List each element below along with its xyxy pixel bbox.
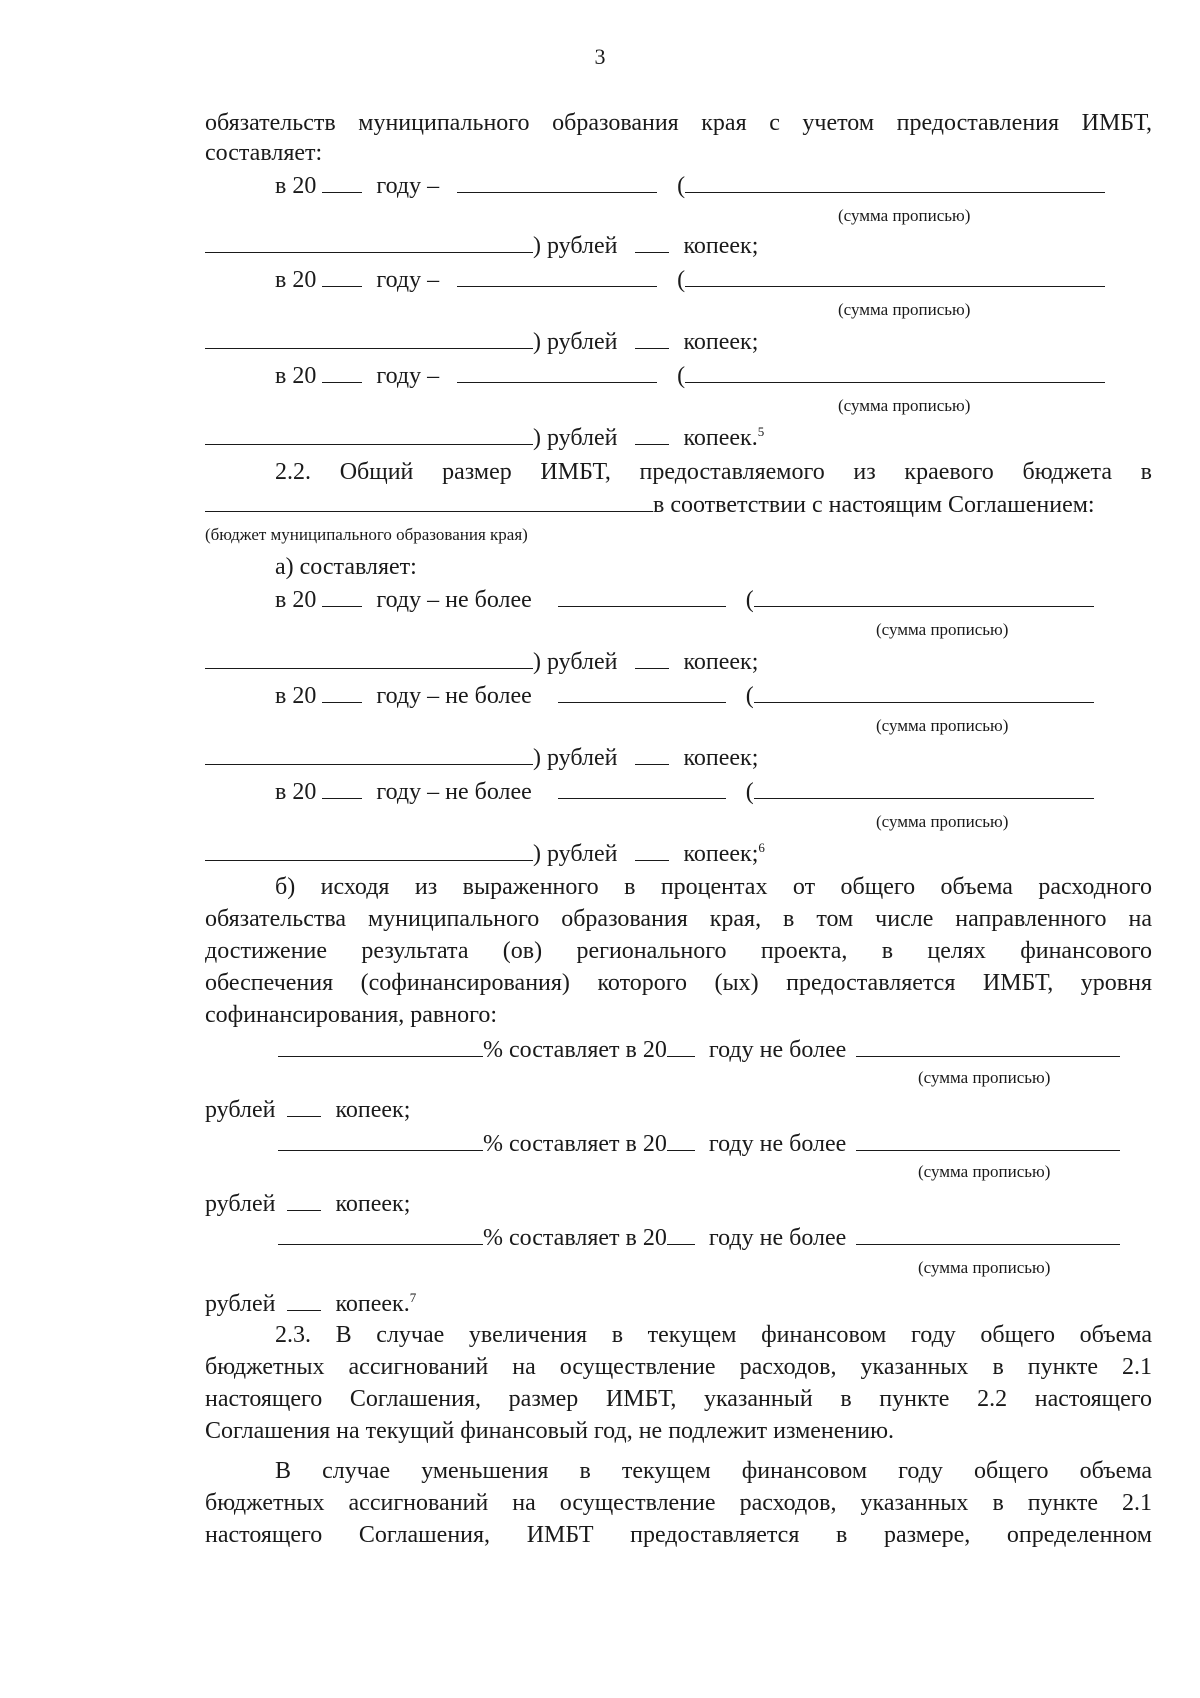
rubles-line — [205, 230, 758, 261]
percent-line — [278, 1222, 1120, 1253]
amount-blank — [558, 680, 726, 703]
year-limit-text: году не более — [708, 1131, 847, 1157]
rubles-word: ) рублей — [533, 745, 618, 771]
subitem-b-line: софинансирования, равного: — [205, 1002, 498, 1028]
open-paren: ( — [745, 683, 754, 709]
rubles-blank — [205, 742, 533, 765]
year-blank — [322, 264, 362, 287]
kopeks-word: копеек. — [335, 1291, 410, 1317]
subitem-b-line: б) исходя из выраженного в процентах от общего объема расходного — [275, 874, 1152, 900]
rubles-word: ) рублей — [533, 329, 618, 355]
year-blank — [667, 1128, 695, 1151]
subitem-b-line: обязательства муниципального образования края, в том числе направленного на — [205, 906, 1152, 932]
rubles-line — [205, 742, 758, 773]
amount-words-blank — [685, 170, 1105, 193]
year-line — [275, 264, 1105, 295]
year-blank — [322, 776, 362, 799]
amount-words-blank — [856, 1034, 1120, 1057]
kopeks-blank — [635, 646, 669, 669]
paragraph-2-2-line: в соответствии с настоящим Соглашением: — [653, 492, 1095, 518]
sum-in-words-caption: (сумма прописью) — [918, 1162, 1051, 1181]
budget-line — [205, 489, 1095, 520]
rubles-word: рублей — [205, 1097, 276, 1123]
percent-blank — [278, 1128, 483, 1151]
subitem-b-line: достижение результата (ов) регионального проекта, в целях финансового — [205, 938, 1152, 964]
kopeks-word: копеек; — [683, 745, 759, 771]
year-line — [275, 360, 1105, 391]
percent-text: % составляет в 20 — [483, 1131, 667, 1157]
paragraph-2-3-line: Соглашения на текущий финансовый год, не подлежит изменению. — [205, 1418, 895, 1444]
rubles-word: ) рублей — [533, 233, 618, 259]
amount-words-blank — [754, 776, 1094, 799]
year-word: году – — [376, 267, 440, 293]
kopeks-word: копеек; — [683, 233, 759, 259]
sum-in-words-caption: (сумма прописью) — [876, 620, 1009, 639]
budget-blank — [205, 489, 653, 512]
sum-in-words-caption: (сумма прописью) — [918, 1258, 1051, 1277]
year-blank — [322, 584, 362, 607]
amount-blank — [558, 584, 726, 607]
rubles-line — [205, 1188, 410, 1219]
footnote-marker: 6 — [758, 840, 765, 855]
amount-words-blank — [685, 264, 1105, 287]
amount-blank — [558, 776, 726, 799]
open-paren: ( — [677, 363, 686, 389]
rubles-word: ) рублей — [533, 649, 618, 675]
percent-text: % составляет в 20 — [483, 1037, 667, 1063]
kopeks-word: копеек; — [335, 1097, 411, 1123]
paragraph-2-1-line: обязательств муниципального образования края с учетом предоставления ИМБТ, — [205, 110, 1152, 136]
amount-words-blank — [754, 584, 1094, 607]
kopeks-blank — [635, 742, 669, 765]
kopeks-blank — [635, 326, 669, 349]
rubles-blank — [205, 230, 533, 253]
rubles-line — [205, 326, 758, 357]
amount-words-blank — [856, 1128, 1120, 1151]
amount-words-blank — [754, 680, 1094, 703]
amount-words-blank — [856, 1222, 1120, 1245]
amount-blank — [457, 170, 657, 193]
paragraph-2-2-line: 2.2. Общий размер ИМБТ, предоставляемого из краевого бюджета в — [275, 459, 1152, 485]
year-word: году – — [376, 363, 440, 389]
open-paren: ( — [745, 587, 754, 613]
footnote-marker: 7 — [409, 1290, 417, 1305]
year-word: году – не более — [376, 779, 532, 805]
year-blank — [322, 360, 362, 383]
amount-blank — [457, 264, 657, 287]
year-line — [275, 584, 1094, 615]
paragraph-2-3-line: настоящего Соглашения, размер ИМБТ, указанный в пункте 2.2 настоящего — [205, 1386, 1152, 1412]
year-line — [275, 680, 1094, 711]
year-blank — [667, 1222, 695, 1245]
kopeks-word: копеек; — [335, 1191, 411, 1217]
sum-in-words-caption: (сумма прописью) — [838, 300, 971, 319]
rubles-line — [205, 422, 764, 453]
percent-blank — [278, 1034, 483, 1057]
year-blank — [667, 1034, 695, 1057]
footnote-marker: 5 — [757, 424, 765, 439]
year-prefix: в 20 — [275, 267, 317, 293]
year-word: году – — [376, 173, 440, 199]
rubles-line — [205, 646, 758, 677]
kopeks-blank — [287, 1288, 321, 1311]
kopeks-blank — [635, 230, 669, 253]
year-line — [275, 170, 1105, 201]
rubles-word: ) рублей — [533, 425, 618, 451]
open-paren: ( — [677, 267, 686, 293]
year-prefix: в 20 — [275, 587, 317, 613]
year-line — [275, 776, 1094, 807]
paragraph-2-3-line: В случае уменьшения в текущем финансовом году общего объема — [275, 1458, 1152, 1484]
year-prefix: в 20 — [275, 779, 317, 805]
rubles-blank — [205, 422, 533, 445]
year-limit-text: году не более — [708, 1037, 847, 1063]
percent-line — [278, 1128, 1120, 1159]
sum-in-words-caption: (сумма прописью) — [838, 396, 971, 415]
subitem-b-line: обеспечения (софинансирования) которого (ых) предоставляется ИМБТ, уровня — [205, 970, 1152, 996]
kopeks-blank — [635, 838, 669, 861]
kopeks-blank — [287, 1094, 321, 1117]
year-word: году – не более — [376, 587, 532, 613]
rubles-blank — [205, 646, 533, 669]
rubles-word: рублей — [205, 1291, 276, 1317]
percent-line — [278, 1034, 1120, 1065]
year-prefix: в 20 — [275, 683, 317, 709]
paragraph-2-3-line: бюджетных ассигнований на осуществление расходов, указанных в пункте 2.1 — [205, 1354, 1152, 1380]
sum-in-words-caption: (сумма прописью) — [876, 812, 1009, 831]
kopeks-word: копеек; — [683, 841, 759, 867]
kopeks-word: копеек; — [683, 329, 759, 355]
paragraph-2-3-line: настоящего Соглашения, ИМБТ предоставляется в размере, определенном — [205, 1522, 1152, 1548]
year-blank — [322, 680, 362, 703]
percent-blank — [278, 1222, 483, 1245]
year-prefix: в 20 — [275, 363, 317, 389]
sum-in-words-caption: (сумма прописью) — [876, 716, 1009, 735]
year-blank — [322, 170, 362, 193]
paragraph-2-3-line: 2.3. В случае увеличения в текущем финансовом году общего объема — [275, 1322, 1152, 1348]
amount-blank — [457, 360, 657, 383]
open-paren: ( — [745, 779, 754, 805]
rubles-blank — [205, 326, 533, 349]
rubles-word: ) рублей — [533, 841, 618, 867]
kopeks-blank — [287, 1188, 321, 1211]
year-prefix: в 20 — [275, 173, 317, 199]
sum-in-words-caption: (сумма прописью) — [918, 1068, 1051, 1087]
page-number: 3 — [594, 44, 606, 69]
kopeks-word: копеек. — [683, 425, 758, 451]
sum-in-words-caption: (сумма прописью) — [838, 206, 971, 225]
rubles-line — [205, 1094, 410, 1125]
paragraph-2-3-line: бюджетных ассигнований на осуществление расходов, указанных в пункте 2.1 — [205, 1490, 1152, 1516]
paragraph-2-1-line: составляет: — [205, 140, 323, 166]
kopeks-word: копеек; — [683, 649, 759, 675]
open-paren: ( — [677, 173, 686, 199]
rubles-line — [205, 1288, 416, 1319]
year-limit-text: году не более — [708, 1225, 847, 1251]
kopeks-blank — [635, 422, 669, 445]
budget-caption: (бюджет муниципального образования края) — [205, 525, 528, 544]
percent-text: % составляет в 20 — [483, 1225, 667, 1251]
subitem-a-label: а) составляет: — [275, 554, 417, 580]
rubles-blank — [205, 838, 533, 861]
amount-words-blank — [685, 360, 1105, 383]
rubles-line — [205, 838, 765, 869]
year-word: году – не более — [376, 683, 532, 709]
rubles-word: рублей — [205, 1191, 276, 1217]
